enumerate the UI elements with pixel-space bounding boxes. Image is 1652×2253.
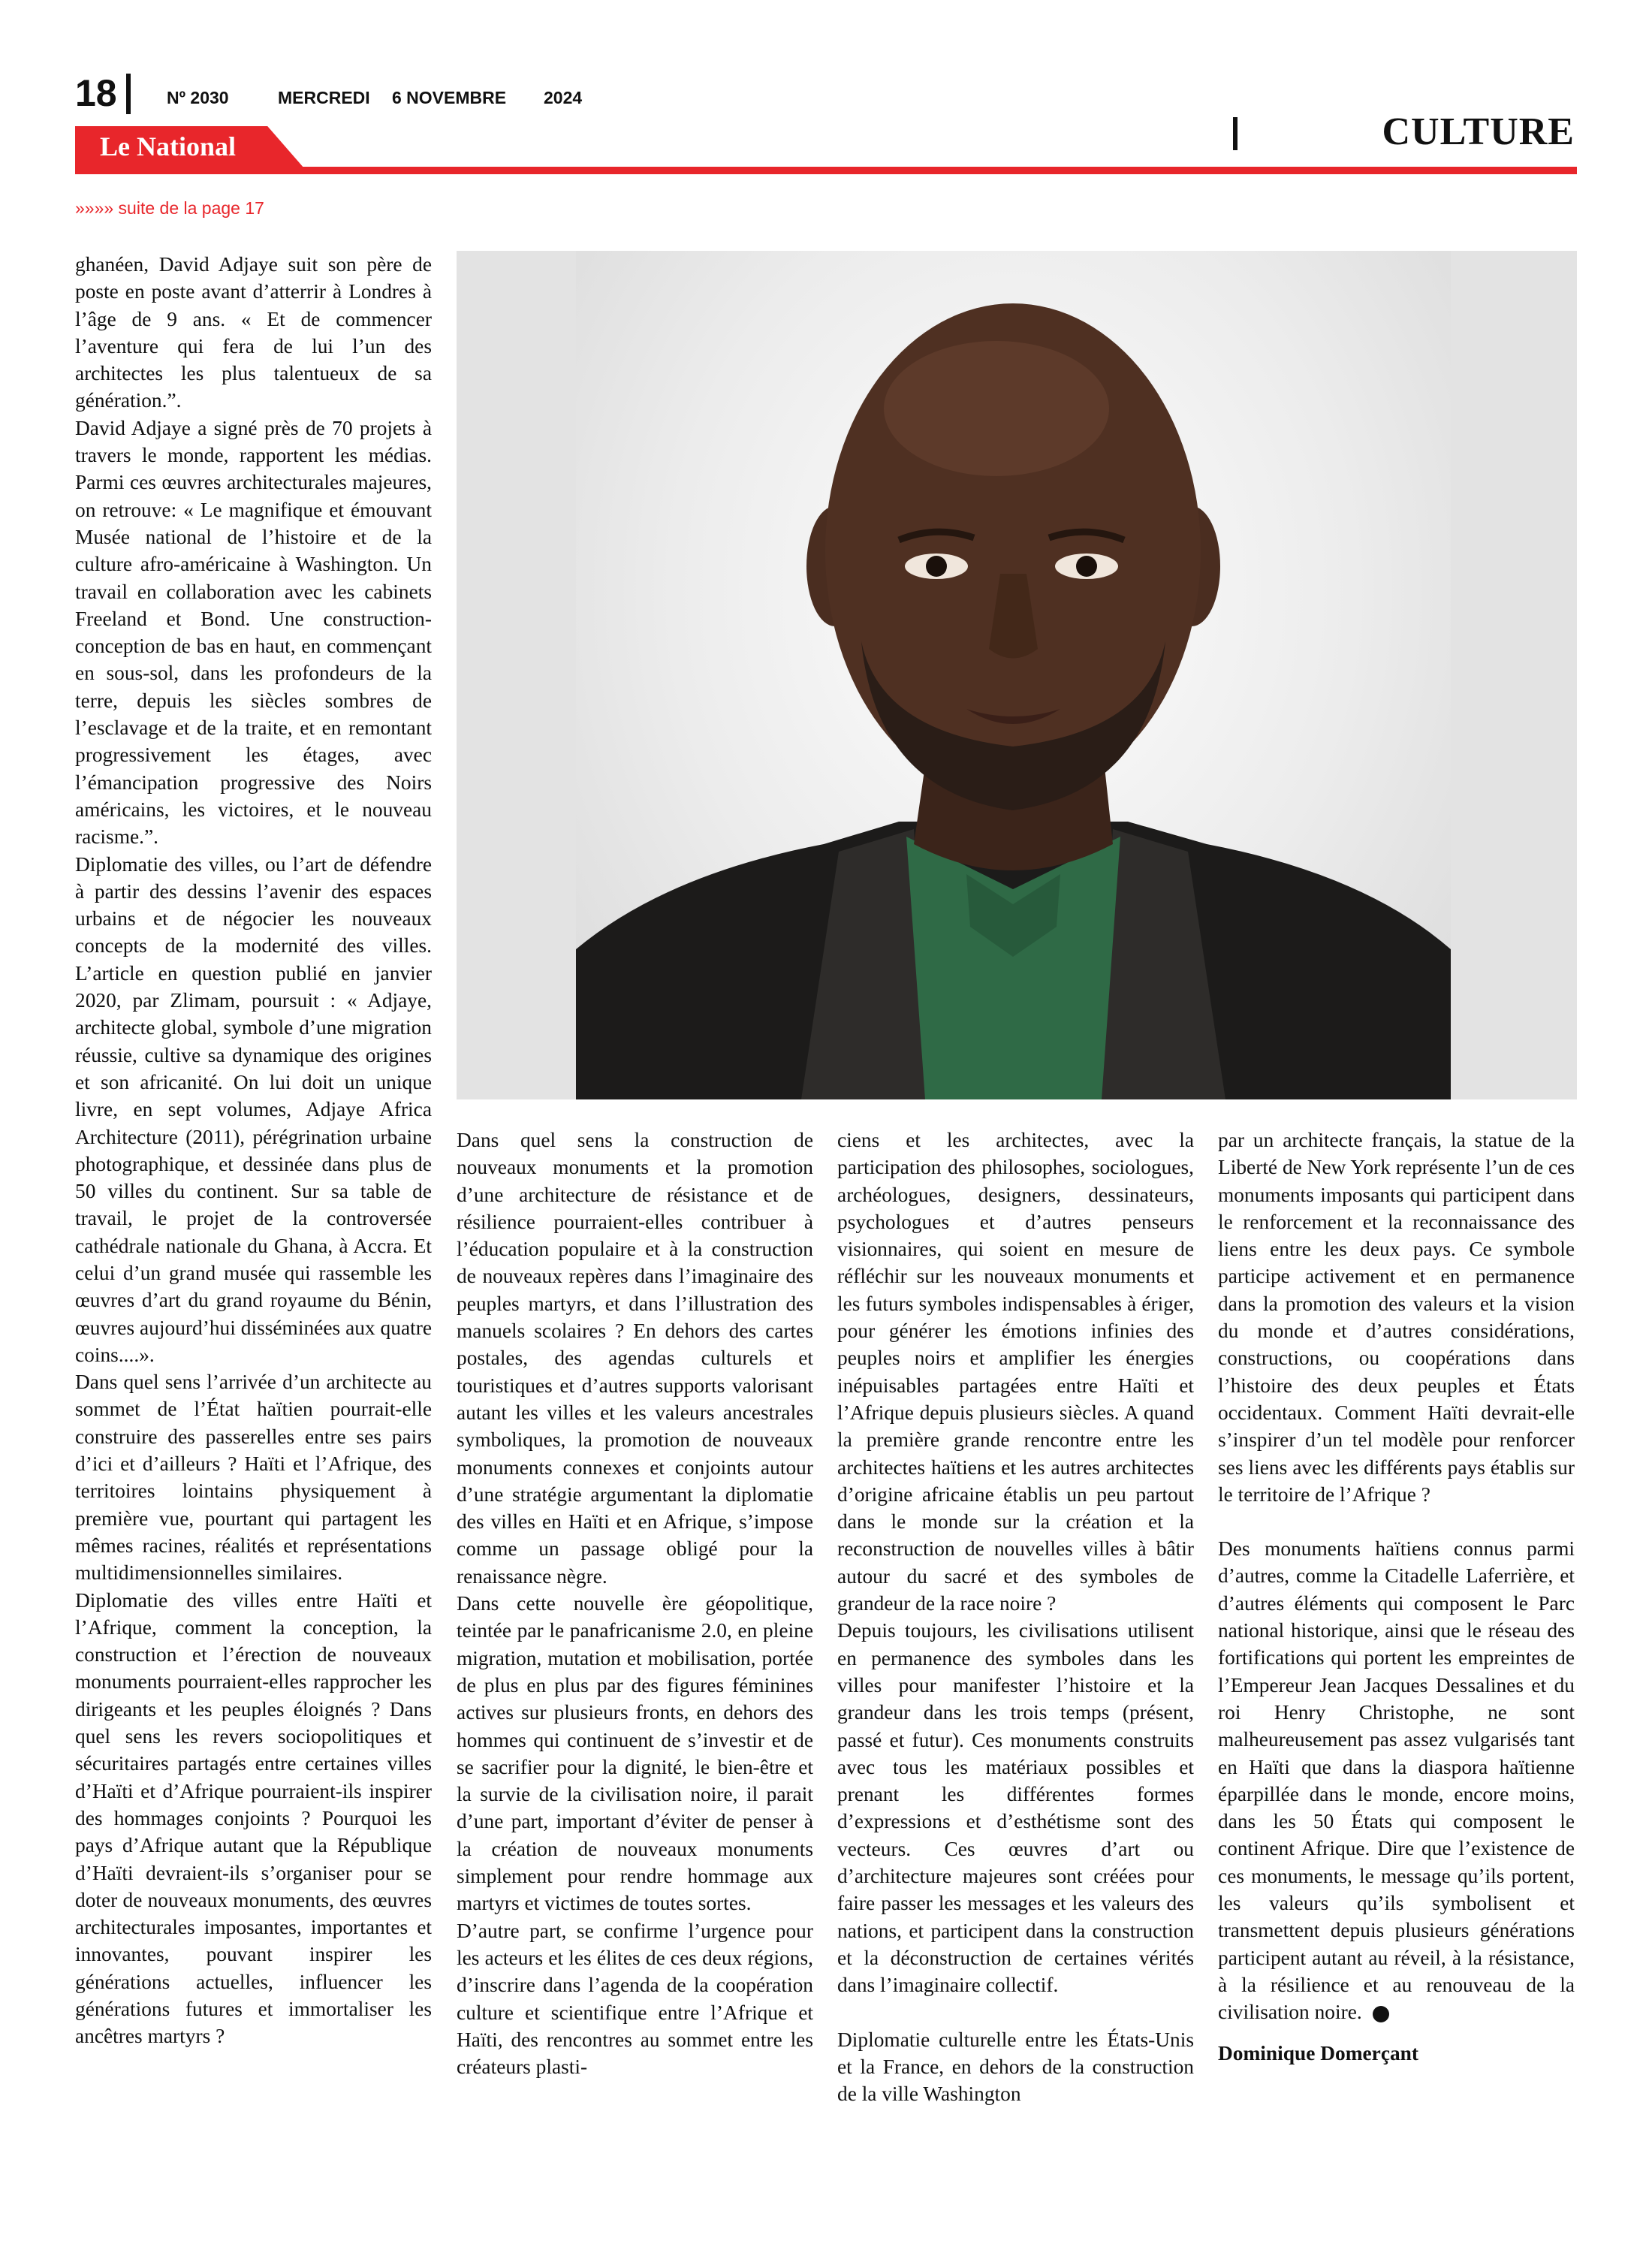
continued-from: »»»» suite de la page 17 [75, 198, 264, 218]
header-rule [75, 167, 1577, 174]
paragraph: Diplomatie des villes, ou l’art de défendre à partir des dessins l’avenir des espaces urbains et de négocier les nouveaux concepts de la modernité des villes. L’article en question publié en janvier 2020, par Zlimam, poursuit : « Adjaye, architecte global, symbole d’une migration réussie, cultive sa dynamique des origines et son africanité. On lui doit un unique livre, en sept volumes, Adjaye Africa Architecture (2011), pérégrination urbaine photographique, et dessinée dans plus de 50 villes du continent. Sur sa table de travail, le projet de la controversée cathédrale nationale du Ghana, à Accra. Et celui d’un grand musée qui rassemble les œuvres d’art du grand royaume du Bénin, œuvres aujourd’hui disséminées aux quatre coins....». [75, 852, 432, 1366]
page-number: 18 [75, 72, 117, 114]
paragraph: ciens et les architectes, avec la participation des philosophes, sociologues, archéologues, designers, dessinateurs, psychologues et d’autres penseurs visionnaires, qui soient en mesure de réfléchir sur les nouveaux monuments et les futurs symboles indispensables à ériger, pour générer les émotions infinies des peuples noirs et amplifier les énergies inépuisables partagées entre Haïti et l’Afrique depuis plusieurs siècles. A quand la première grande rencontre entre les architectes haïtiens et les autres architectes d’origine africaine établis un peu partout dans le monde sur la création et la reconstruction de nouvelles villes à bâtir autour du sacré et des symboles de grandeur de la race noire ? [837, 1129, 1194, 1615]
paragraph: Dans quel sens la construction de nouveaux monuments et la promotion d’une architecture de résistance et de résilience pourraient-elles contribuer à l’éducation populaire et à la construction de nouveaux repères dans l’imaginaire des peuples martyrs, et dans l’illustration des manuels scolaires ? En dehors des cartes postales, des agendas culturels et touristiques et d’autres supports valorisant autant les villes et les valeurs ancestrales symboliques, la promotion de nouveaux monuments connexes et conjoints autour d’une stratégie argumentant la diplomatie des villes en Haïti et en Afrique, s’impose comme un passage obligé pour la renaissance nègre. [457, 1129, 813, 1588]
weekday: MERCREDI [278, 88, 370, 107]
header-divider [126, 74, 131, 114]
article-column-2 [457, 1126, 813, 2080]
paragraph: David Adjaye a signé près de 70 projets à travers le monde, rapportent les médias. Parmi ces œuvres architecturales majeures, on retrouve: « Le magnifique et émouvant Musée national de l’histoire et de la culture afro-américaine à Washington. Un travail en collaboration avec les cabinets Freeland et Bond. Une construction-conception de bas en haut, en commençant en sous-sol, dans les profondeurs de la terre, depuis les siècles sombres de l’esclavage et de la traite, et en remontant progressivement les étages, avec l’émancipation progressive des Noirs américains, les victoires, et le nouveau racisme.”. [75, 416, 432, 849]
brand-logo: Le National [100, 131, 237, 161]
paragraph: D’autre part, se confirme l’urgence pour les acteurs et les élites de ces deux régions, d’inscrire dans l’agenda de la coopération culture et scientifique entre l’Afrique et Haïti, des rencontres au sommet entre les créateurs plasti- [457, 1919, 813, 2079]
paragraph: Dans cette nouvelle ère géopolitique, teintée par le panafricanisme 2.0, en pleine migration, mutation et mobilisation, portée de plus en plus par des figures féminines actives sur plusieurs fronts, en dehors des hommes qui continuent de s’investir et de se sacrifier pour la dignité, le bien-être et la survie de la civilisation noire, il parait d’une part, important d’éviter de penser à la création de nouveaux monuments simplement pour rendre hommage aux martyrs et victimes de toutes sortes. [457, 1592, 813, 1915]
closing-paragraph-text: Des monuments haïtiens connus parmi d’autres, comme la Citadelle Laferrière, et d’autres éléments qui composent le Parc national historique, ainsi que le réseau des fortifications qui portent les empreintes de l’Empereur Jean Jacques Dessalines et du roi Henry Christophe, ne sont malheureusement pas assez vulgarisés tant en Haïti que dans la diaspora haïtienne éparpillée dans le monde, encore moins, dans les 50 États qui composent le continent Afrique. Dire que l’existence de ces monuments, le message qu’ils portent, les valeurs qu’ils symbolisent et transmettent depuis plusieurs générations participent autant au réveil, à la résistance, à la résilience et au renouveau de la civilisation noire. [1218, 1537, 1575, 2024]
paragraph: Diplomatie des villes entre Haïti et l’Afrique, comment la conception, la construction et l’érection de nouveaux monuments pourraient-elles rapprocher les dirigeants et les peuples éloignés ? Dans quel sens les revers sociopolitiques et sécuritaires partagés entre certaines villes d’Haïti et d’Afrique pourraient-ils inspirer des hommages conjoints ? Pourquoi les pays d’Afrique autant que la République d’Haïti devraient-ils s’organiser pour se doter de nouveaux monuments, des œuvres architecturales imposantes, importantes et innovantes, pouvant inspirer les générations actuelles, influencer les générations futures et immortaliser les ancêtres martyrs ? [75, 1588, 432, 2048]
paragraph: Depuis toujours, les civilisations utilisent en permanence des symboles dans les villes pour manifester l’histoire et la grandeur dans les trois temps (présent, passé et futur). Ces monuments construits avec tous les matériaux possibles et prenant les différentes formes d’expressions et d’esthétisme sont des vecteurs. Ces œuvres d’art ou d’architecture majeures sont créées pour faire passer les messages et les valeurs des nations, et participent dans la construction et la déconstruction de certaines vérités dans l’imaginaire collectif. [837, 1619, 1194, 1997]
issue-number: Nº 2030 [167, 88, 229, 107]
paragraph: Diplomatie culturelle entre les États-Unis et la France, en dehors de la construction de la ville Washington [837, 2028, 1194, 2106]
paragraph: Dans quel sens l’arrivée d’un architecte au sommet de l’État haïtien pourrait-elle construire des passerelles entre ses pairs d’ici et d’ailleurs ? Haïti et l’Afrique, des territoires lointains physiquement à première vue, pourtant qui partagent les mêmes racines, réalités et représentations multidimensionnelles similaires. [75, 1371, 432, 1585]
article-column-1 [75, 251, 432, 2050]
paragraph: par un architecte français, la statue de la Liberté de New York représente l’un de ces monuments imposants qui participent dans le renforcement et la reconnaissance des liens entre les deux pays. Ce symbole participe activement et en permanence dans la promotion des valeurs et la vision du monde et d’autres considérations, constructions, ou coopérations dans l’histoire des deux peuples et États occidentaux. Comment Haïti devrait-elle s’inspirer d’un tel modèle pour renforcer ses liens avec les différents pays établis sur le territoire de l’Afrique ? [1218, 1129, 1575, 1506]
article-column-4 [1218, 1126, 1575, 2067]
article-column-3 [837, 1126, 1194, 2107]
section-divider [1233, 117, 1237, 150]
year: 2024 [544, 88, 583, 107]
end-mark-icon [1373, 2006, 1389, 2022]
portrait-illustration [576, 251, 1451, 1099]
portrait-photo [576, 251, 1451, 1099]
date: 6 NOVEMBRE [392, 88, 507, 107]
author-byline: Dominique Domerçant [1218, 2041, 1419, 2064]
section-title: CULTURE [1382, 110, 1575, 153]
paragraph: ghanéen, David Adjaye suit son père de poste en poste avant d’atterrir à Londres à l’âge de 9 ans. « Et de commencer l’aventure qui fera de lui l’un des architectes les plus talentueux de sa génération.”. [75, 253, 432, 412]
paragraph [1218, 1535, 1575, 2025]
